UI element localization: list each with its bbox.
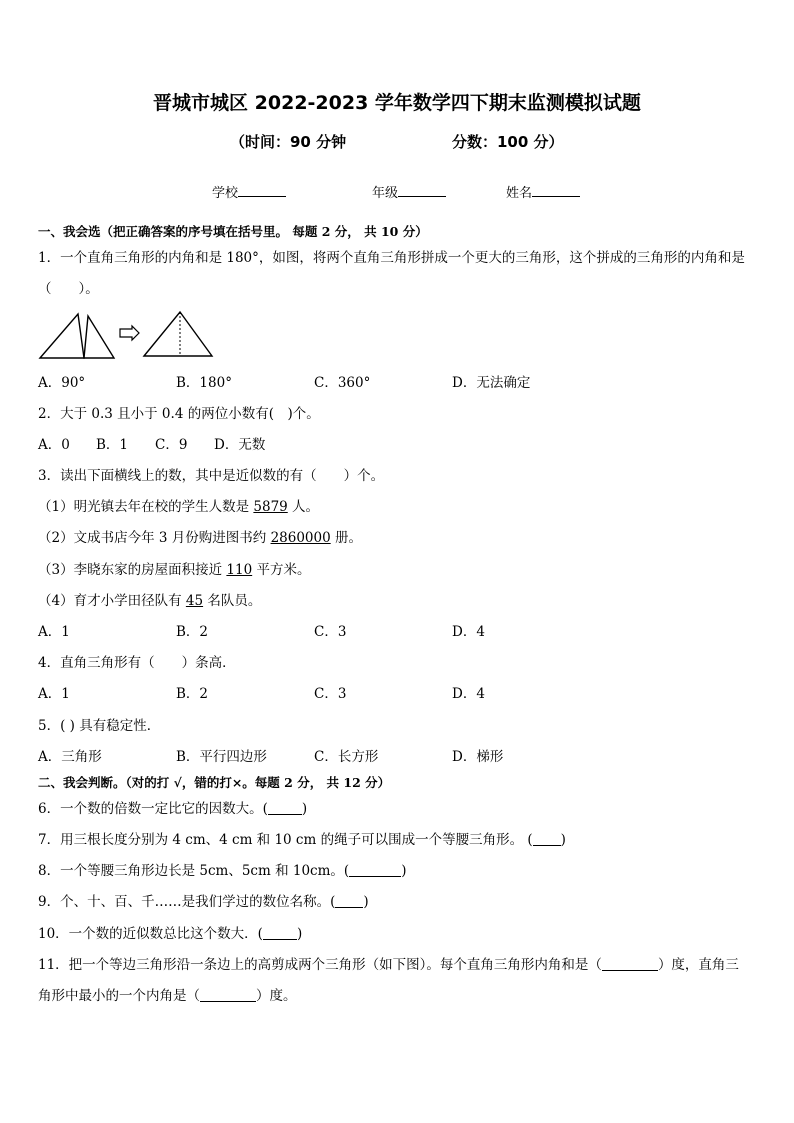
name-field — [506, 182, 580, 201]
q7-statement: 7．用三根长度分别为 4 cm、4 cm 和 10 cm 的绳子可以围成一个等腰三角形。 ( — [38, 832, 533, 848]
q3-item-1-number: 5879 — [253, 499, 288, 515]
q10-statement: 10．一个数的近似数总比这个数大．( — [38, 926, 263, 942]
q3-item-3-pre: （3）李晓东家的房屋面积接近 — [38, 562, 227, 578]
q3-item-4-pre: （4）育才小学田径队有 — [38, 593, 186, 609]
arrow-icon — [120, 326, 139, 340]
q2-option-d[interactable]: D．无数 — [214, 437, 266, 453]
q1-option-b[interactable]: B．180° — [176, 375, 232, 391]
section2-heading: 二、我会判断。（对的打 √，错的打×。每题 2 分， 共 12 分） — [38, 775, 391, 790]
q3-item-3 — [38, 560, 310, 580]
exam-score: 分数：100 分） — [452, 133, 564, 151]
q11-statement-c: 角形中最小的一个内角是（ — [38, 988, 200, 1004]
q3-item-2 — [38, 528, 362, 548]
grade-blank[interactable] — [398, 184, 446, 197]
q10-answer-blank[interactable] — [263, 925, 297, 940]
q7-answer-blank[interactable] — [533, 831, 561, 846]
right-triangle-right — [84, 316, 114, 358]
grade-label: 年级 — [372, 186, 399, 201]
q2-text: 2．大于 0.3 且小于 0.4 的两位小数有( )个。 — [38, 406, 320, 422]
q3-item-3-post: 平方米。 — [252, 562, 311, 578]
q4-option-a[interactable]: A．1 — [38, 686, 70, 702]
q7-text — [38, 830, 566, 850]
q9-text — [38, 892, 369, 912]
q1-text: 1．一个直角三角形的内角和是 180°，如图，将两个直角三角形拼成一个更大的三角形，这个拼成的三角形的内角和是 — [38, 250, 745, 266]
q10-text — [38, 924, 302, 944]
q10-close-paren: ) — [296, 926, 303, 942]
school-blank[interactable] — [238, 184, 286, 197]
q9-answer-blank[interactable] — [335, 893, 363, 908]
q5-option-d[interactable]: D．梯形 — [452, 749, 504, 765]
q4-text: 4．直角三角形有（ ）条高． — [38, 655, 236, 671]
q6-statement: 6．一个数的倍数一定比它的因数大。( — [38, 801, 268, 817]
q2-option-a[interactable]: A．0 — [38, 437, 70, 453]
q3-option-c[interactable]: C．3 — [314, 624, 347, 640]
q9-statement: 9．个、十、百、千……是我们学过的数位名称。( — [38, 894, 336, 910]
q11-statement-b: ）度，直角三 — [657, 957, 739, 973]
q3-item-4-post: 名队员。 — [203, 593, 262, 609]
q6-answer-blank[interactable] — [268, 800, 302, 815]
q3-option-d[interactable]: D．4 — [452, 624, 485, 640]
name-blank[interactable] — [532, 184, 580, 197]
q2-option-b[interactable]: B．1 — [96, 437, 129, 453]
q3-option-a[interactable]: A．1 — [38, 624, 70, 640]
q7-close-paren: ) — [560, 832, 566, 848]
q3-option-b[interactable]: B．2 — [176, 624, 209, 640]
q8-text — [38, 861, 406, 881]
exam-time: （时间：90 分钟 — [230, 133, 347, 151]
school-field — [212, 182, 286, 201]
right-triangle-left — [40, 314, 84, 358]
q11-answer-blank-2[interactable] — [200, 987, 256, 1002]
q3-item-1-pre: （1）明光镇去年在校的学生人数是 — [38, 499, 254, 515]
q1-option-a[interactable]: A．90° — [38, 375, 86, 391]
q3-item-1 — [38, 497, 319, 517]
q5-option-a[interactable]: A．三角形 — [38, 749, 102, 765]
q11-text-cont — [38, 986, 297, 1006]
q3-item-3-number: 110 — [226, 562, 253, 578]
q8-statement: 8．一个等腰三角形边长是 5cm、5cm 和 10cm。( — [38, 863, 350, 879]
q6-close-paren: ) — [301, 801, 308, 817]
q11-statement-d: ）度。 — [256, 988, 297, 1004]
grade-field — [372, 182, 446, 201]
exam-title: 晋城市城区 2022-2023 学年数学四下期末监测模拟试题 — [153, 92, 641, 114]
q11-text — [38, 955, 739, 975]
q3-item-2-post: 册。 — [330, 530, 362, 546]
q3-item-2-pre: （2）文成书店今年 3 月份购进图书约 — [38, 530, 271, 546]
q11-answer-blank-1[interactable] — [602, 956, 658, 971]
q3-item-4 — [38, 591, 261, 611]
q5-option-c[interactable]: C．长方形 — [314, 749, 379, 765]
triangle-figure — [36, 308, 216, 364]
q5-option-b[interactable]: B．平行四边形 — [176, 749, 267, 765]
name-label: 姓名 — [506, 186, 533, 201]
q4-option-b[interactable]: B．2 — [176, 686, 209, 702]
q1-option-c[interactable]: C．360° — [314, 375, 371, 391]
q3-item-1-post: 人。 — [287, 499, 320, 515]
q4-option-c[interactable]: C．3 — [314, 686, 347, 702]
q3-text: 3．读出下面横线上的数，其中是近似数的有（ ）个。 — [38, 468, 385, 484]
q3-item-4-number: 45 — [185, 593, 204, 609]
q8-answer-blank[interactable] — [349, 862, 401, 877]
school-label: 学校 — [212, 186, 239, 201]
q5-text: 5．( ) 具有稳定性． — [38, 718, 161, 734]
q3-item-2-number: 2860000 — [270, 530, 331, 546]
q4-option-d[interactable]: D．4 — [452, 686, 485, 702]
q2-option-c[interactable]: C．9 — [155, 437, 188, 453]
q9-close-paren: ) — [363, 894, 369, 910]
q11-statement-a: 11．把一个等边三角形沿一条边上的高剪成两个三角形（如下图）。每个直角三角形内角和是（ — [38, 957, 602, 973]
q6-text — [38, 799, 307, 819]
section1-heading: 一、我会选（把正确答案的序号填在括号里。 每题 2 分， 共 10 分） — [38, 224, 428, 239]
q8-close-paren: ) — [401, 863, 407, 879]
combined-triangle — [144, 312, 212, 356]
q1-text-cont: （ ）。 — [38, 281, 99, 297]
q1-option-d[interactable]: D．无法确定 — [452, 375, 531, 391]
